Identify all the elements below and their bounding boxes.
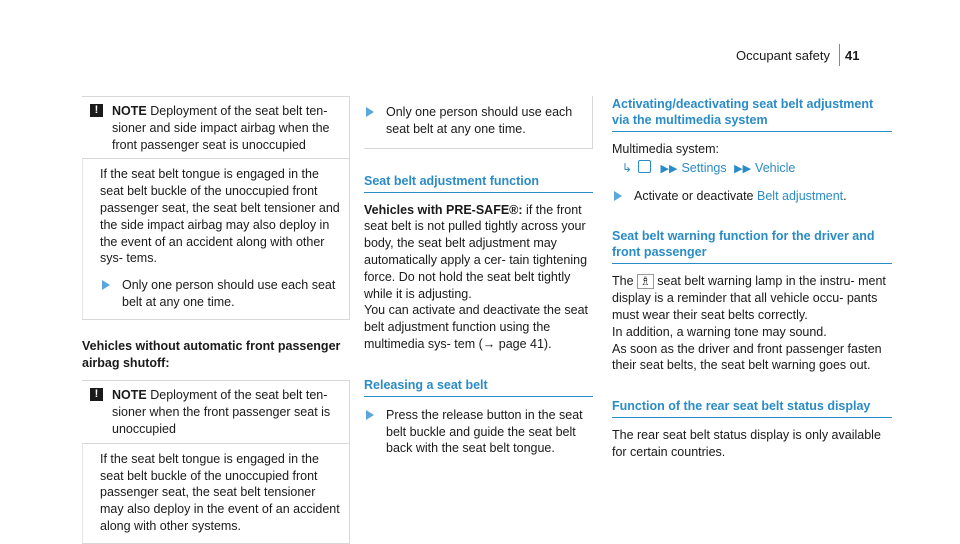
section-activate-adjustment <box>612 96 892 204</box>
paragraph: As soon as the driver and front passenger fasten their seat belts, the seat belt warning goes out. <box>612 341 882 373</box>
section-seat-belt-warning <box>612 228 892 374</box>
bullet-item <box>100 277 341 311</box>
section-releasing-seat-belt <box>364 377 593 457</box>
paragraph <box>364 202 593 303</box>
paragraph: You can activate and deactivate the seat belt adjustment function using the multimedia sys- tem (→ page 41). <box>364 303 589 351</box>
bullet-text: Only one person should use each seat belt at any one time. <box>122 278 336 309</box>
path-item: Vehicle <box>755 160 796 175</box>
arrow-icon <box>102 280 110 290</box>
notice-box-2 <box>82 380 350 543</box>
section-heading: Activating/deactivating seat belt adjustment via the multimedia system <box>612 96 892 132</box>
bullet-text: Press the release button in the seat belt buckle and guide the seat belt back with the seat belt tongue. <box>386 407 583 456</box>
bullet-item <box>612 188 892 205</box>
paragraph: Multimedia system: <box>612 142 719 156</box>
arrow-icon <box>366 410 374 420</box>
notice-box-1 <box>82 96 350 320</box>
notice-label: NOTE <box>112 388 147 403</box>
notice-text: If the seat belt tongue is engaged in the seat belt buckle of the unoccupied front passenger seat, the seat belt tensioner and the side impact airbag may also deploy in the event of an accident along with other sys- tems. <box>100 167 340 266</box>
arrow-icon <box>614 191 622 201</box>
notice-body <box>82 159 349 318</box>
chevron-right-icon: ▶▶ <box>734 162 752 175</box>
notice-title: Deployment of the seat belt ten- sioner when the front passenger seat is unoccupied <box>112 388 331 436</box>
arrow-icon <box>366 107 374 117</box>
bullet-item <box>364 104 584 138</box>
continued-box <box>364 96 593 149</box>
bullet-text: Only one person should use each seat belt at any one time. <box>386 105 573 136</box>
exclamation-icon: ! <box>90 388 103 401</box>
column-right <box>612 96 892 461</box>
section-rear-status-display <box>612 398 892 461</box>
notice-header <box>82 97 349 159</box>
section-seat-belt-adjustment <box>364 173 593 353</box>
lead-label: Vehicles with PRE-SAFE®: <box>364 202 523 217</box>
section-heading: Releasing a seat belt <box>364 377 593 397</box>
return-arrow-icon: ↳ <box>622 160 633 175</box>
section-title: Occupant safety <box>736 48 830 63</box>
chevron-right-icon: ▶▶ <box>660 162 678 175</box>
paragraph <box>612 273 892 323</box>
section-heading: Function of the rear seat belt status display <box>612 398 892 418</box>
text-fragment: seat belt warning lamp in the instru- ment display is a reminder that all vehicle occu- pants must wear their seat belts correctly. <box>612 274 886 322</box>
section-heading: Seat belt warning function for the driver and front passenger <box>612 228 892 264</box>
paragraph: In addition, a warning tone may sound. <box>612 324 827 339</box>
bullet-end: . <box>843 188 847 203</box>
bullet-item <box>364 407 593 457</box>
subheading: Vehicles without automatic front passenger airbag shutoff: <box>82 338 341 370</box>
notice-text: If the seat belt tongue is engaged in the seat belt buckle of the unoccupied front passenger seat, the seat belt tensioner may also deploy in the event of an accident along with other systems. <box>100 451 340 533</box>
column-left <box>82 96 350 544</box>
bullet-text: Activate or deactivate <box>634 188 754 203</box>
page-header <box>0 48 960 68</box>
setting-link: Belt adjustment <box>757 188 844 203</box>
menu-path <box>612 160 892 178</box>
notice-label: NOTE <box>112 104 147 118</box>
path-item: Settings <box>681 160 727 175</box>
paragraph: The rear seat belt status display is only available for certain countries. <box>612 428 881 459</box>
exclamation-icon: ! <box>90 104 103 117</box>
paragraph-text: if the front seat belt is not pulled tightly across your body, the seat belt adjustment may automatically apply a cer- tain tightening force. Do not hold the seat belt tightly while it is adjusting. <box>364 202 588 301</box>
column-middle <box>364 96 593 457</box>
notice-header <box>82 381 349 443</box>
notice-title: Deployment of the seat belt ten- sioner and side impact airbag when the front passenger seat is unoccupied <box>112 104 330 152</box>
text-fragment: The <box>612 274 634 289</box>
notice-body <box>82 444 349 543</box>
seat-belt-lamp-icon: ♗ <box>637 274 654 289</box>
page-number: 41 <box>845 48 860 63</box>
header-divider <box>839 44 840 66</box>
section-heading: Seat belt adjustment function <box>364 173 593 193</box>
home-icon <box>638 160 651 173</box>
